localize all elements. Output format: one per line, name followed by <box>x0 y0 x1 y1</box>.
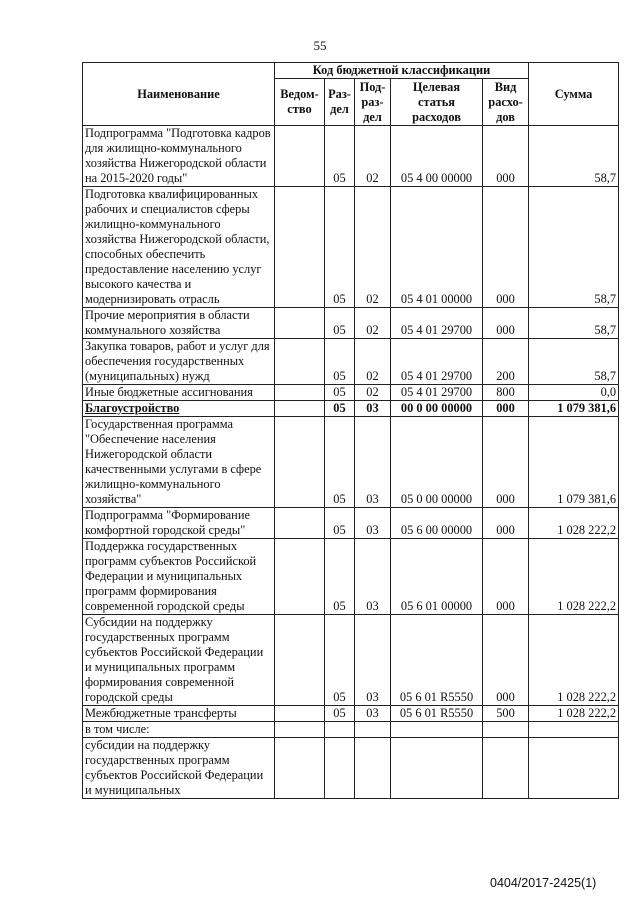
cell-sum: 0,0 <box>529 385 619 401</box>
cell-razdel: 05 <box>325 308 355 339</box>
cell-podrazdel <box>355 722 391 738</box>
cell-vid: 200 <box>483 339 529 385</box>
cell-name: Подпрограмма "Формирование комфортной городской среды" <box>83 508 275 539</box>
cell-vedomstvo <box>275 187 325 308</box>
cell-tselevaya: 05 4 01 29700 <box>391 308 483 339</box>
cell-tselevaya <box>391 738 483 799</box>
cell-sum: 58,7 <box>529 308 619 339</box>
cell-razdel: 05 <box>325 615 355 706</box>
cell-razdel <box>325 722 355 738</box>
header-vedomstvo: Ведом-ство <box>275 79 325 126</box>
cell-name: Государственная программа "Обеспечение населения Нижегородской области качественными услугами в сфере жилищно-коммунального хозяйства" <box>83 417 275 508</box>
table-row <box>83 539 619 615</box>
cell-sum: 58,7 <box>529 126 619 187</box>
cell-tselevaya: 05 4 01 29700 <box>391 339 483 385</box>
cell-vid <box>483 738 529 799</box>
cell-razdel: 05 <box>325 385 355 401</box>
cell-podrazdel: 03 <box>355 401 391 417</box>
cell-vedomstvo <box>275 339 325 385</box>
table-row <box>83 308 619 339</box>
cell-name: Подготовка квалифицированных рабочих и специалистов сферы жилищно-коммунального хозяйства Нижегородской области, способных обеспечить предоставление населению услуг высокого качества и модернизировать отрасль <box>83 187 275 308</box>
header-podrazdel: Под-раз-дел <box>355 79 391 126</box>
cell-podrazdel: 02 <box>355 339 391 385</box>
cell-razdel: 05 <box>325 126 355 187</box>
cell-vedomstvo <box>275 539 325 615</box>
cell-podrazdel: 02 <box>355 126 391 187</box>
cell-name: Закупка товаров, работ и услуг для обеспечения государственных (муниципальных) нужд <box>83 339 275 385</box>
cell-vedomstvo <box>275 615 325 706</box>
cell-podrazdel: 02 <box>355 308 391 339</box>
header-code-group: Код бюджетной классификации <box>275 63 529 79</box>
cell-vedomstvo <box>275 308 325 339</box>
cell-podrazdel: 03 <box>355 417 391 508</box>
table-row <box>83 385 619 401</box>
cell-vid: 000 <box>483 615 529 706</box>
cell-vid: 000 <box>483 308 529 339</box>
cell-vid: 800 <box>483 385 529 401</box>
table-row <box>83 706 619 722</box>
cell-vedomstvo <box>275 401 325 417</box>
cell-tselevaya: 05 6 01 R5550 <box>391 706 483 722</box>
cell-sum: 1 079 381,6 <box>529 417 619 508</box>
cell-podrazdel: 03 <box>355 508 391 539</box>
cell-podrazdel: 03 <box>355 615 391 706</box>
header-vid: Вид расхо-дов <box>483 79 529 126</box>
cell-razdel: 05 <box>325 187 355 308</box>
table-row <box>83 401 619 417</box>
cell-vedomstvo <box>275 706 325 722</box>
cell-sum: 1 028 222,2 <box>529 615 619 706</box>
table-row <box>83 508 619 539</box>
table-row <box>83 417 619 508</box>
cell-name: Подпрограмма "Подготовка кадров для жилищно-коммунального хозяйства Нижегородской области на 2015-2020 годы" <box>83 126 275 187</box>
cell-podrazdel: 03 <box>355 706 391 722</box>
cell-razdel <box>325 738 355 799</box>
cell-vedomstvo <box>275 738 325 799</box>
cell-tselevaya: 05 4 01 29700 <box>391 385 483 401</box>
cell-name: Благоустройство <box>83 401 275 417</box>
cell-vid <box>483 722 529 738</box>
cell-sum: 58,7 <box>529 187 619 308</box>
cell-razdel: 05 <box>325 539 355 615</box>
cell-name: в том числе: <box>83 722 275 738</box>
table-row <box>83 126 619 187</box>
cell-tselevaya <box>391 722 483 738</box>
cell-tselevaya: 05 6 01 R5550 <box>391 615 483 706</box>
cell-tselevaya: 05 4 01 00000 <box>391 187 483 308</box>
cell-sum: 1 028 222,2 <box>529 706 619 722</box>
cell-vedomstvo <box>275 126 325 187</box>
table-body <box>83 126 619 799</box>
cell-razdel: 05 <box>325 401 355 417</box>
cell-tselevaya: 05 6 01 00000 <box>391 539 483 615</box>
cell-vid: 000 <box>483 417 529 508</box>
cell-vid: 000 <box>483 508 529 539</box>
cell-sum: 1 079 381,6 <box>529 401 619 417</box>
cell-sum: 1 028 222,2 <box>529 508 619 539</box>
budget-table <box>82 62 619 799</box>
cell-razdel: 05 <box>325 417 355 508</box>
cell-podrazdel: 02 <box>355 385 391 401</box>
header-razdel: Раз-дел <box>325 79 355 126</box>
cell-vedomstvo <box>275 417 325 508</box>
header-row-1 <box>83 63 619 79</box>
cell-podrazdel: 02 <box>355 187 391 308</box>
cell-name: Межбюджетные трансферты <box>83 706 275 722</box>
table-row <box>83 722 619 738</box>
cell-razdel: 05 <box>325 706 355 722</box>
header-name: Наименование <box>83 63 275 126</box>
table-row <box>83 738 619 799</box>
cell-vedomstvo <box>275 385 325 401</box>
document-code: 0404/2017-2425(1) <box>490 876 597 890</box>
cell-vid: 000 <box>483 539 529 615</box>
cell-vid: 000 <box>483 187 529 308</box>
cell-name: Поддержка государственных программ субъектов Российской Федерации и муниципальных программ формирования современной городской среды <box>83 539 275 615</box>
cell-vid: 000 <box>483 401 529 417</box>
header-sum: Сумма <box>529 63 619 126</box>
cell-razdel: 05 <box>325 508 355 539</box>
cell-name: Прочие мероприятия в области коммунального хозяйства <box>83 308 275 339</box>
cell-name: Иные бюджетные ассигнования <box>83 385 275 401</box>
page-number: 55 <box>313 38 327 53</box>
cell-tselevaya: 00 0 00 00000 <box>391 401 483 417</box>
cell-sum <box>529 722 619 738</box>
table-row <box>83 615 619 706</box>
cell-vedomstvo <box>275 722 325 738</box>
cell-razdel: 05 <box>325 339 355 385</box>
cell-vedomstvo <box>275 508 325 539</box>
cell-sum <box>529 738 619 799</box>
cell-tselevaya: 05 0 00 00000 <box>391 417 483 508</box>
cell-podrazdel: 03 <box>355 539 391 615</box>
table-row <box>83 187 619 308</box>
cell-sum: 58,7 <box>529 339 619 385</box>
cell-podrazdel <box>355 738 391 799</box>
header-tselevaya: Целевая статья расходов <box>391 79 483 126</box>
cell-tselevaya: 05 6 00 00000 <box>391 508 483 539</box>
cell-vid: 500 <box>483 706 529 722</box>
cell-vid: 000 <box>483 126 529 187</box>
cell-tselevaya: 05 4 00 00000 <box>391 126 483 187</box>
cell-sum: 1 028 222,2 <box>529 539 619 615</box>
table-row <box>83 339 619 385</box>
cell-name: субсидии на поддержку государственных программ субъектов Российской Федерации и муниципальных <box>83 738 275 799</box>
cell-name: Субсидии на поддержку государственных программ субъектов Российской Федерации и муниципальных программ формирования современной городской среды <box>83 615 275 706</box>
